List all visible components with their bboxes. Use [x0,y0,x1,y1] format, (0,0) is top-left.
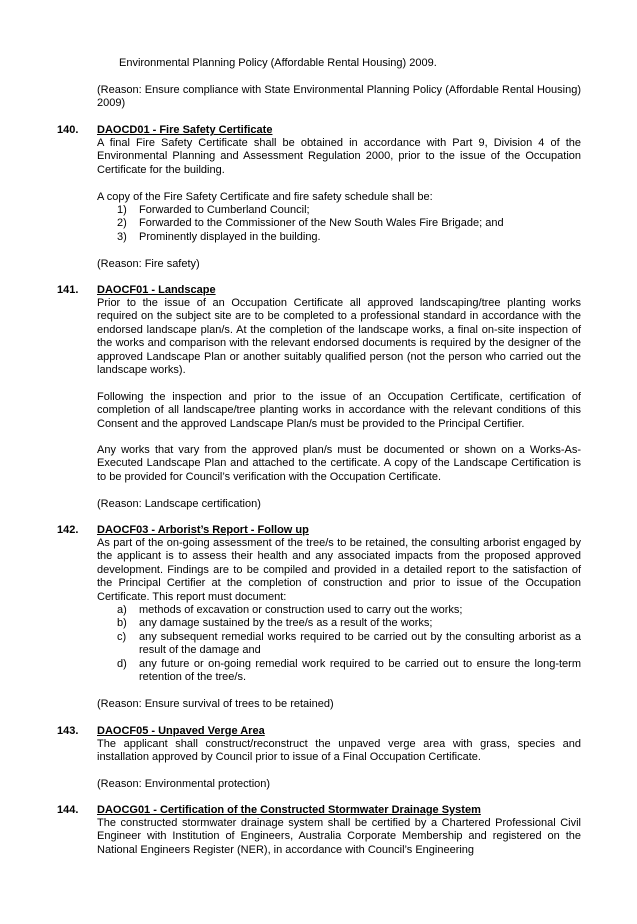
condition-paragraph [97,738,581,765]
list-item [97,231,581,244]
condition-number: 143. [57,725,79,737]
list-marker: b) [117,617,127,630]
list-item [97,658,581,685]
list-item-text: Prominently displayed in the building. [139,230,321,243]
condition-number: 144. [57,804,79,816]
list-item [97,617,581,630]
list-item [97,204,581,217]
list-marker: d) [117,657,127,670]
condition-reason [97,258,581,271]
list-marker: 2) [117,217,127,230]
list-item-text: any damage sustained by the tree/s as a result of the works; [139,617,433,630]
list-marker: 1) [117,204,127,216]
condition-reason [97,778,581,791]
list-marker: 3) [117,230,127,243]
condition-heading: DAOCF05 - Unpaved Verge Area [97,725,265,737]
intro-reason-text: (Reason: Ensure compliance with State Environmental Planning Policy (Affordable Rental Housing) 2009) [97,84,581,110]
condition-heading: DAOCF03 - Arborist’s Report - Follow up [97,524,309,536]
policy-line: Environmental Planning Policy (Affordable Rental Housing) 2009. [119,57,437,69]
paragraph-text: Prior to the issue of an Occupation Certificate all approved landscaping/tree planting works required on the subject site are to be completed to a professional standard in accordance with the endorsed landscape plan/s. At the completion of the landscape works, a final on-site inspection of the works and comparison with the relevant endorsed documents is required by the designer of the approved Landscape Plan or another suitably qualified person (not the person who carried out the landscape works). [97,297,581,377]
condition-list [97,604,581,684]
condition-reason [97,698,581,711]
condition-paragraph [97,297,581,377]
paragraph-text: The constructed stormwater drainage system shall be certified by a Chartered Professional Civil Engineer with Institution of Engineers, Australia Corporate Membership and registered on the National Engineers Register (NER), in accordance with Council’s Engineering [97,817,581,856]
reason-text: (Reason: Environmental protection) [97,778,271,790]
condition-paragraph [97,537,581,604]
reason-text: (Reason: Landscape certification) [97,498,261,510]
list-item [97,631,581,658]
list-item-text: Forwarded to Cumberland Council; [139,204,310,216]
reason-text: (Reason: Fire safety) [97,258,200,270]
paragraph-text: A final Fire Safety Certificate shall be obtained in accordance with Part 9, Division 4 of the Environmental Planning and Assessment Regulation 2000, prior to the issue of the Occupation Certificate for the building. [97,137,581,176]
condition-number: 142. [57,524,79,536]
list-item-text: any future or on-going remedial work required to be carried out to ensure the long-term retention of the tree/s. [139,657,581,684]
condition-paragraph [97,191,581,204]
condition-number: 140. [57,124,79,136]
list-marker: a) [117,604,127,616]
reason-text: (Reason: Ensure survival of trees to be retained) [97,698,334,710]
list-item-text: Forwarded to the Commissioner of the New South Wales Fire Brigade; and [139,217,504,230]
condition-paragraph [97,137,581,177]
list-marker: c) [117,630,127,643]
condition-paragraph [97,817,581,857]
list-item [97,604,581,617]
paragraph-text: Following the inspection and prior to the issue of an Occupation Certificate, certification of completion of all landscape/tree planting works in accordance with the relevant conditions of this Consent and the approved Landscape Plan/s must be provided to the Principal Certifier. [97,391,581,430]
condition-paragraph [97,391,581,431]
intro-reason [97,84,581,111]
condition-heading: DAOCG01 - Certification of the Constructed Stormwater Drainage System [97,804,481,816]
condition-paragraph [97,444,581,484]
condition-reason [97,498,581,511]
paragraph-text: As part of the on-going assessment of the tree/s to be retained, the consulting arborist engaged by the applicant is to assess their health and any associated impacts from the proposed approved development. Findings are to be compiled and provided in a detailed report to the satisfaction of the Principal Certifier at the completion of construction and prior to issue of the Occupation Certificate. This report must document: [97,537,581,603]
list-item [97,217,581,230]
paragraph-text: A copy of the Fire Safety Certificate and fire safety schedule shall be: [97,191,433,203]
condition-list [97,204,581,244]
condition-number: 141. [57,284,79,296]
list-item-text: methods of excavation or construction used to carry out the works; [139,604,463,616]
list-item-text: any subsequent remedial works required to be carried out by the consulting arborist as a result of the damage and [139,630,581,657]
paragraph-text: Any works that vary from the approved plan/s must be documented or shown on a Works-As-Executed Landscape Plan and attached to the certificate. A copy of the Landscape Certification is to be provided for Council’s verification with the Occupation Certificate. [97,444,581,483]
paragraph-text: The applicant shall construct/reconstruct the unpaved verge area with grass, species and installation approved by Council prior to issue of a Final Occupation Certificate. [97,738,581,764]
condition-heading: DAOCD01 - Fire Safety Certificate [97,124,273,136]
condition-heading: DAOCF01 - Landscape [97,284,216,296]
